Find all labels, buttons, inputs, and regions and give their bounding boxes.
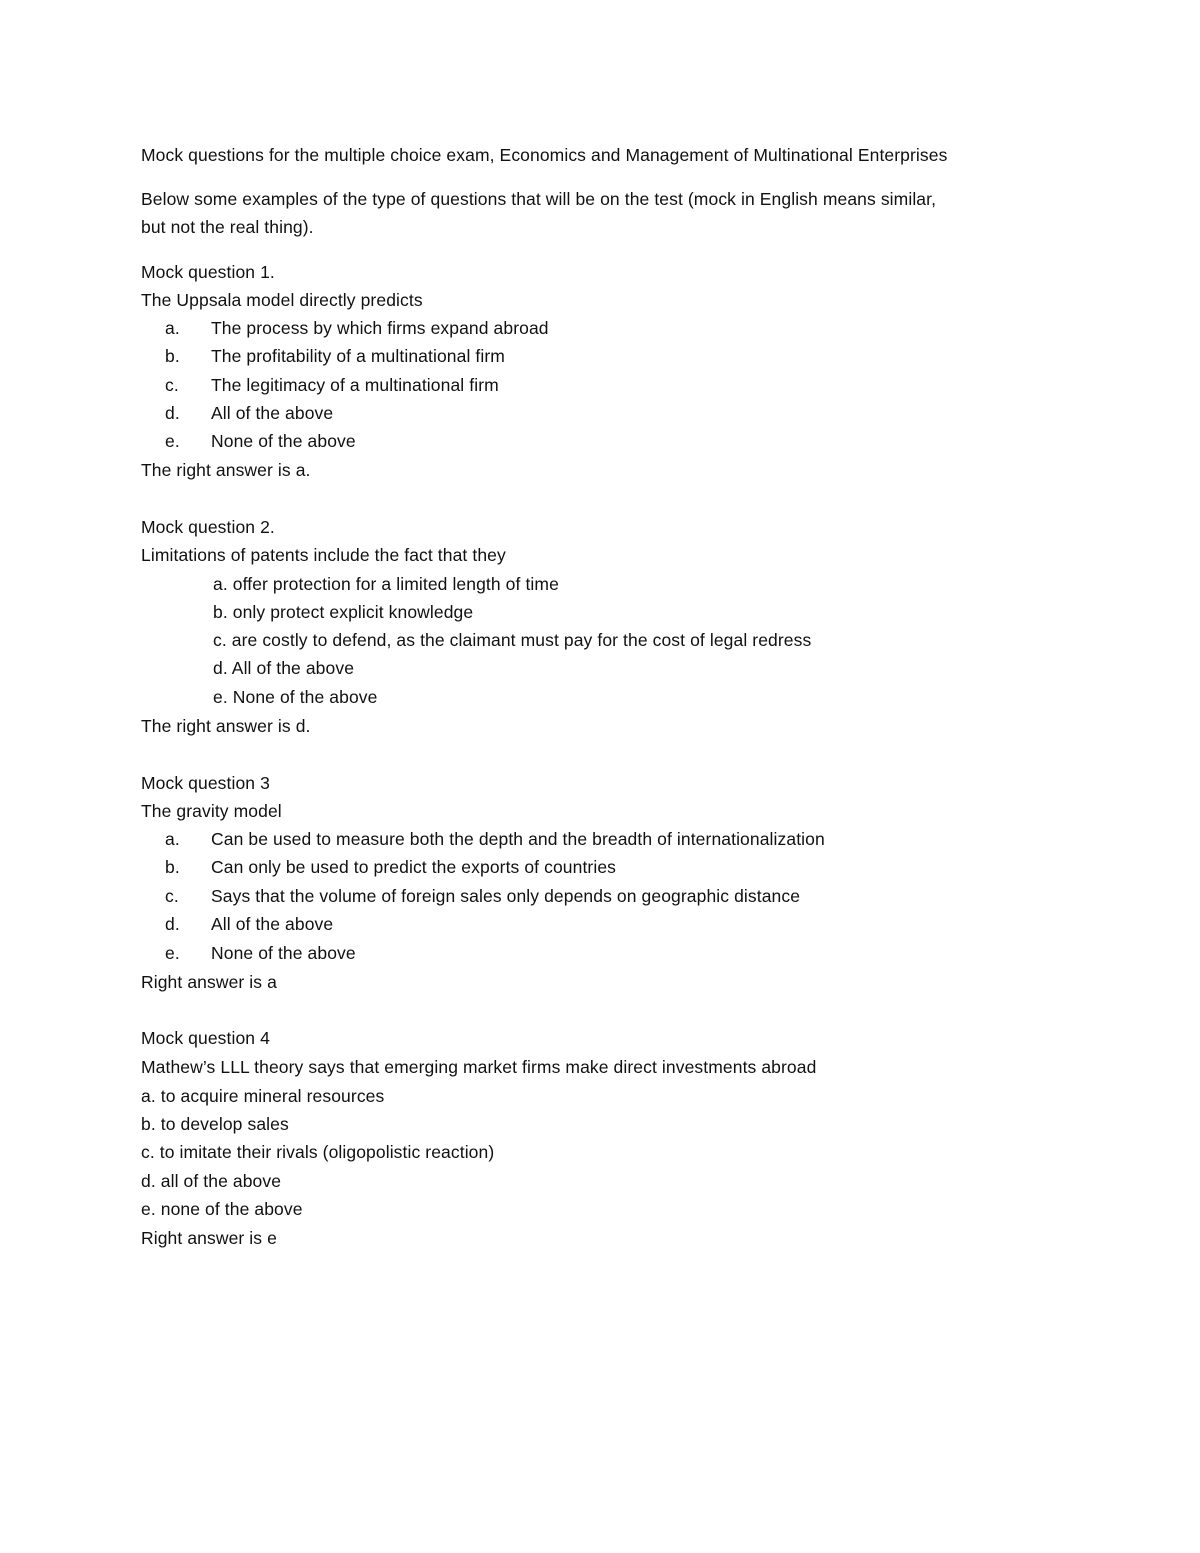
question-1-option-text: None of the above xyxy=(211,431,356,451)
question-3-option-text: Can be used to measure both the depth and the breadth of internationalization xyxy=(211,829,825,849)
question-3-option-text: All of the above xyxy=(211,914,334,934)
question-3-option-text: Can only be used to predict the exports of countries xyxy=(211,857,617,877)
question-2-option: d. All of the above xyxy=(213,658,355,678)
question-2-option: b. only protect explicit knowledge xyxy=(213,602,474,622)
question-1-option-label: c. xyxy=(165,375,179,395)
question-2-option: e. None of the above xyxy=(213,687,378,707)
question-1-option-label: d. xyxy=(165,403,180,423)
question-2-heading: Mock question 2. xyxy=(141,517,275,537)
document-title: Mock questions for the multiple choice exam, Economics and Management of Multinational Enterprises xyxy=(141,145,948,165)
intro-line-1: Below some examples of the type of questions that will be on the test (mock in English means similar, xyxy=(141,189,937,209)
question-3-option-text: None of the above xyxy=(211,943,356,963)
question-3-option-label: a. xyxy=(165,829,180,849)
question-3-option-label: c. xyxy=(165,886,179,906)
question-2-stem: Limitations of patents include the fact that they xyxy=(141,545,506,565)
question-3-stem: The gravity model xyxy=(141,801,282,821)
question-4-option: b. to develop sales xyxy=(141,1114,289,1134)
question-1-option-label: e. xyxy=(165,431,180,451)
intro-line-2: but not the real thing). xyxy=(141,217,314,237)
question-1-option-text: The legitimacy of a multinational firm xyxy=(211,375,499,395)
question-4-option: a. to acquire mineral resources xyxy=(141,1086,385,1106)
question-1-option-text: The profitability of a multinational firm xyxy=(211,346,505,366)
question-1-stem: The Uppsala model directly predicts xyxy=(141,290,423,310)
question-4-option: e. none of the above xyxy=(141,1199,303,1219)
question-3-option-label: b. xyxy=(165,857,180,877)
question-4-heading: Mock question 4 xyxy=(141,1028,270,1048)
question-1-heading: Mock question 1. xyxy=(141,262,275,282)
question-2-answer: The right answer is d. xyxy=(141,716,311,736)
question-3-option-label: d. xyxy=(165,914,180,934)
question-3-option-text: Says that the volume of foreign sales only depends on geographic distance xyxy=(211,886,801,906)
question-3-option-label: e. xyxy=(165,943,180,963)
question-1-option-text: The process by which firms expand abroad xyxy=(211,318,549,338)
question-3-answer: Right answer is a xyxy=(141,972,277,992)
question-1-answer: The right answer is a. xyxy=(141,460,311,480)
question-1-option-text: All of the above xyxy=(211,403,334,423)
question-4-stem: Mathew’s LLL theory says that emerging market firms make direct investments abroad xyxy=(141,1057,817,1077)
question-2-option: c. are costly to defend, as the claimant must pay for the cost of legal redress xyxy=(213,630,812,650)
question-4-option: c. to imitate their rivals (oligopolistic reaction) xyxy=(141,1142,495,1162)
question-4-answer: Right answer is e xyxy=(141,1228,277,1248)
question-1-option-label: b. xyxy=(165,346,180,366)
question-3-heading: Mock question 3 xyxy=(141,773,270,793)
question-2-option: a. offer protection for a limited length of time xyxy=(213,574,559,594)
question-1-option-label: a. xyxy=(165,318,180,338)
question-4-option: d. all of the above xyxy=(141,1171,282,1191)
